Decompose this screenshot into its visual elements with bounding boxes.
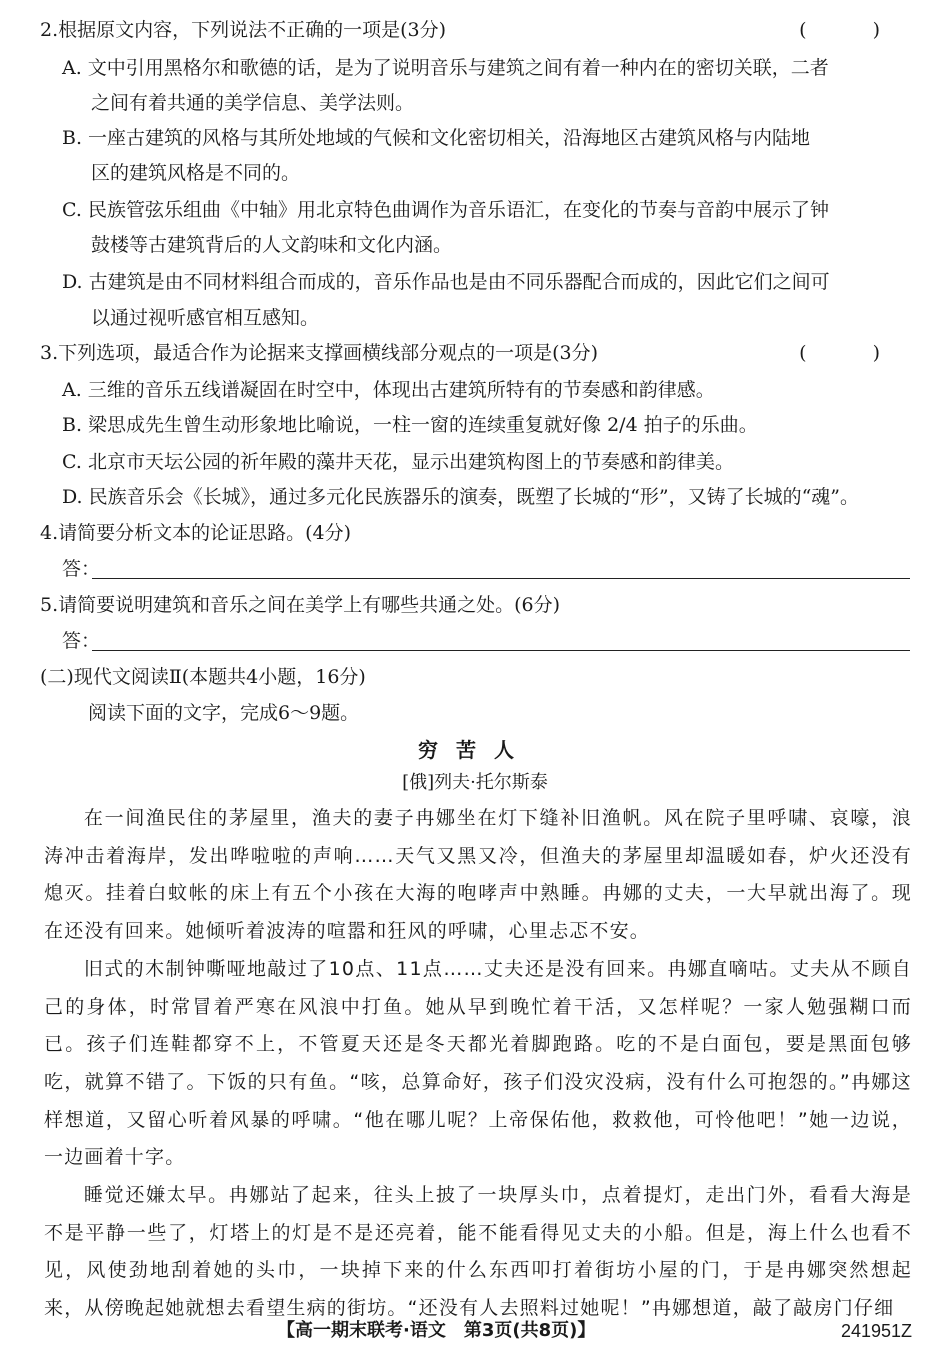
q3-option-b: B. 梁思成先生曾生动形象地比喻说，一柱一窗的连续重复就好像 2/4 拍子的乐曲。 bbox=[62, 414, 758, 436]
story-title: 穷苦人 bbox=[418, 738, 532, 762]
q2-option-c-cont: 鼓楼等古建筑背后的人文韵味和文化内涵。 bbox=[91, 234, 453, 256]
q2-option-d-cont: 以通过视听感官相互感知。 bbox=[91, 307, 320, 329]
q2-option-c: C. 民族管弦乐组曲《中轴》用北京特色曲调作为音乐语汇，在变化的节奏与音韵中展示了钟 bbox=[62, 199, 829, 221]
q3-option-c: C. 北京市天坛公园的祈年殿的藻井天花，显示出建筑构图上的节奏感和韵律美。 bbox=[62, 451, 734, 473]
q2-option-a-cont: 之间有着共通的美学信息、美学法则。 bbox=[91, 92, 415, 114]
story-paragraph: 在一间渔民住的茅屋里，渔夫的妻子冉娜坐在灯下缝补旧渔帆。风在院子里呼啸、哀嚎，浪涛冲击着海岸，发出哗啦啦的声响……天气又黑又冷，但渔夫的茅屋里却温暖如春，炉火还没有熄灭。挂着白蚊帐的床上有五个小孩在大海的咆哮声中熟睡。冉娜的丈夫，一大早就出海了。现在还没有回来。她倾听着波涛的喧嚣和狂风的呼啸，心里忐忑不安。 bbox=[44, 807, 912, 943]
q2-answer-bracket: ( ) bbox=[799, 19, 910, 41]
q5-answer-label: 答： bbox=[62, 630, 101, 652]
section-instruction: 阅读下面的文字，完成6～9题。 bbox=[88, 702, 360, 724]
story-body bbox=[44, 800, 912, 1328]
q2-option-a: A. 文中引用黑格尔和歌德的话，是为了说明音乐与建筑之间有着一种内在的密切关联，二者 bbox=[62, 57, 829, 79]
q3-option-d: D. 民族音乐会《长城》，通过多元化民族器乐的演奏，既塑了长城的“形”，又铸了长城的“魂”。 bbox=[62, 486, 859, 508]
story-author: [俄]列夫·托尔斯泰 bbox=[402, 772, 548, 793]
q5-answer-line[interactable] bbox=[92, 650, 910, 651]
footer-page-info: 【高一期末联考·语文 第3页(共8页)】 bbox=[277, 1320, 596, 1341]
footer-exam-code: 241951Z bbox=[840, 1321, 912, 1341]
story-paragraph: 睡觉还嫌太早。冉娜站了起来，往头上披了一块厚头巾，点着提灯，走出门外，看看大海是不是平静一些了，灯塔上的灯是不是还亮着，能不能看得见丈夫的小船。但是，海上什么也看不见，风使劲地刮着她的头巾，一块掉下来的什么东西叩打着街坊小屋的门，于是冉娜突然想起来，从傍晚起她就想去看望生病的街坊。“还没有人去照料过她呢！”冉娜想道，敲了敲房门仔细 bbox=[44, 1184, 912, 1320]
q2-stem: 2.根据原文内容，下列说法不正确的一项是(3分) bbox=[40, 19, 447, 41]
q3-answer-bracket: ( ) bbox=[799, 342, 910, 364]
q5-stem: 5.请简要说明建筑和音乐之间在美学上有哪些共通之处。(6分) bbox=[40, 594, 561, 616]
q2-option-b-cont: 区的建筑风格是不同的。 bbox=[91, 162, 301, 184]
q4-stem: 4.请简要分析文本的论证思路。(4分) bbox=[40, 522, 352, 544]
q2-option-d: D. 古建筑是由不同材料组合而成的，音乐作品也是由不同乐器配合而成的，因此它们之间可 bbox=[62, 271, 830, 293]
q3-option-a: A. 三维的音乐五线谱凝固在时空中，体现出古建筑所特有的节奏感和韵律感。 bbox=[62, 379, 715, 401]
q3-stem: 3.下列选项，最适合作为论据来支撑画横线部分观点的一项是(3分) bbox=[40, 342, 599, 364]
q4-answer-line[interactable] bbox=[92, 578, 910, 579]
story-paragraph: 旧式的木制钟嘶哑地敲过了10点、11点……丈夫还是没有回来。冉娜直嘀咕。丈夫从不顾自己的身体，时常冒着严寒在风浪中打鱼。她从早到晚忙着干活，又怎样呢？一家人勉强糊口而已。孩子们连鞋都穿不上，不管夏天还是冬天都光着脚跑路。吃的不是白面包，要是黑面包够吃，就算不错了。下饭的只有鱼。“咳，总算命好，孩子们没灾没病，没有什么可抱怨的。”冉娜这样想道，又留心听着风暴的呼啸。“他在哪儿呢？上帝保佑他，救救他，可怜他吧！”她一边说，一边画着十字。 bbox=[44, 957, 912, 1169]
q4-answer-label: 答： bbox=[62, 558, 101, 580]
q2-option-b: B. 一座古建筑的风格与其所处地域的气候和文化密切相关，沿海地区古建筑风格与内陆地 bbox=[62, 127, 811, 149]
section-heading: (二)现代文阅读Ⅱ(本题共4小题，16分) bbox=[40, 666, 366, 688]
